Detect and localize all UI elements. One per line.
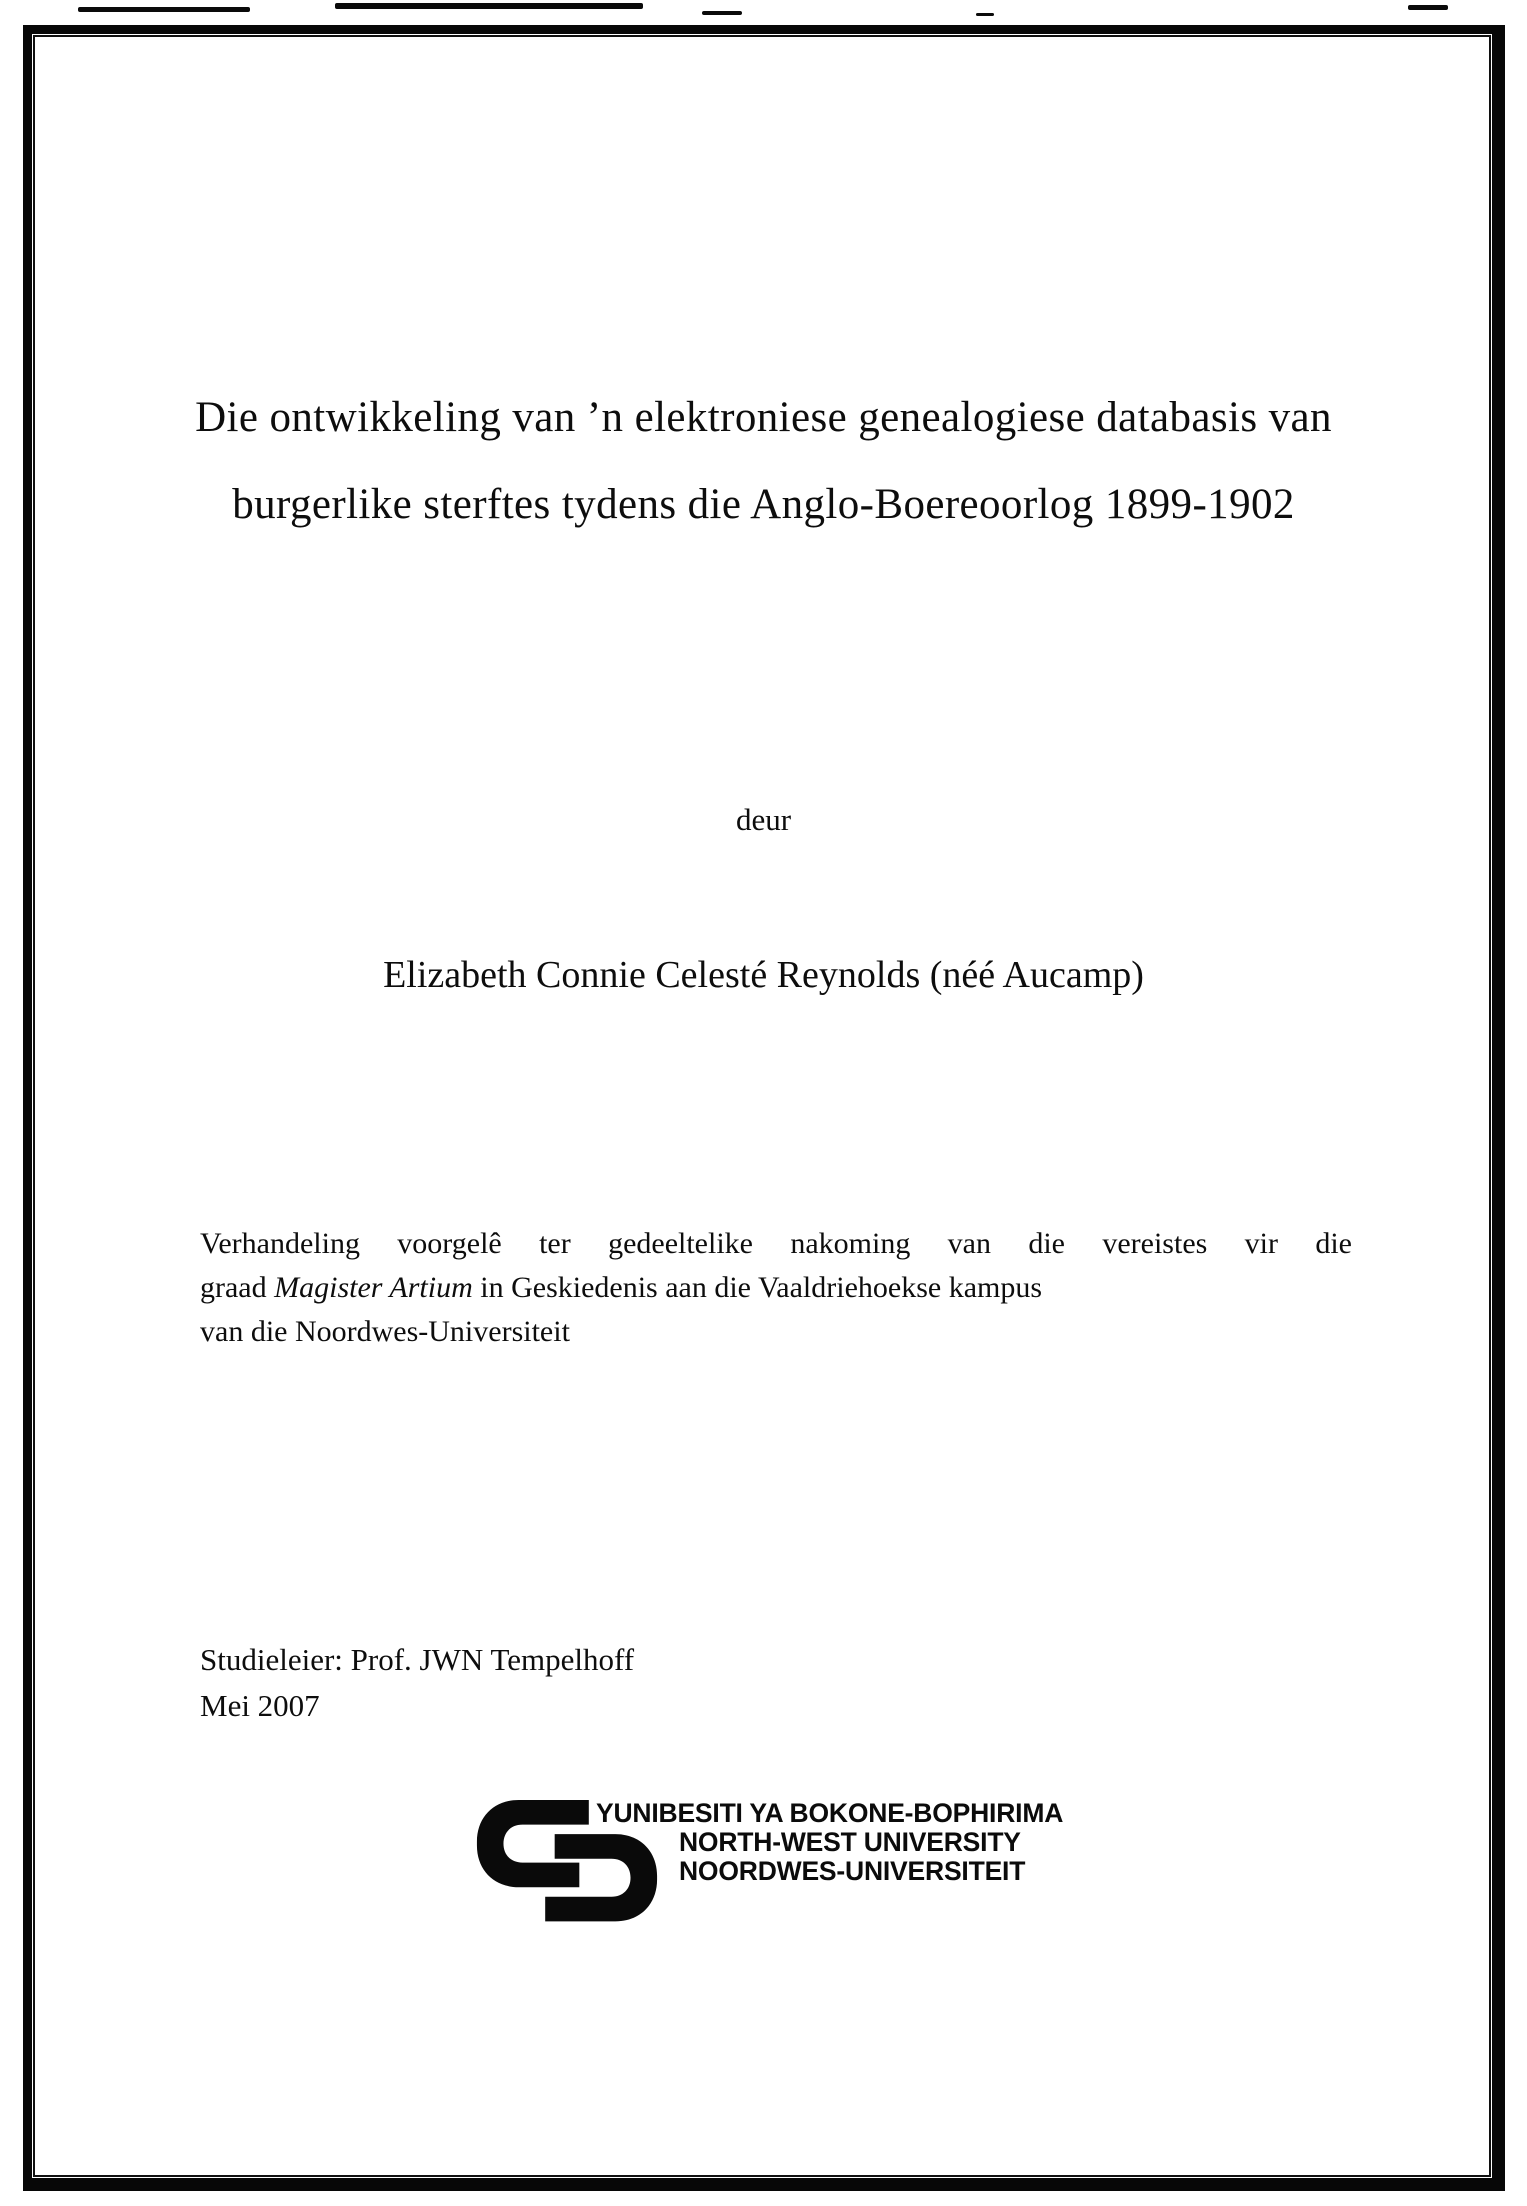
byline: deur bbox=[735, 802, 792, 837]
statement-line3: van die Noordwes-Universiteit bbox=[200, 1315, 570, 1348]
scan-artifact bbox=[335, 3, 643, 9]
author-name: Elizabeth Connie Celesté Reynolds (néé Aucamp) bbox=[383, 954, 1144, 996]
thesis-title-line2: burgerlike sterftes tydens die Anglo-Boereoorlog 1899-1902 bbox=[232, 481, 1295, 528]
statement-line2-prefix: graad bbox=[200, 1271, 267, 1304]
submission-statement bbox=[200, 1222, 1352, 1354]
logo-text-afrikaans: NOORDWES-UNIVERSITEIT bbox=[679, 1856, 1026, 1886]
scan-artifact bbox=[702, 11, 742, 15]
thesis-title-line1: Die ontwikkeling van ’n elektroniese genealogiese databasis van bbox=[195, 394, 1332, 441]
scan-artifact bbox=[78, 7, 250, 12]
supervisor-block bbox=[200, 1637, 634, 1729]
statement-line2-suffix: in Geskiedenis aan die Vaaldriehoekse kampus bbox=[480, 1271, 1043, 1304]
scan-artifact bbox=[1408, 5, 1448, 10]
scan-artifact bbox=[976, 13, 994, 16]
date-line: Mei 2007 bbox=[200, 1688, 320, 1723]
statement-line2 bbox=[200, 1266, 1352, 1310]
logo-text-english: NORTH-WEST UNIVERSITY bbox=[679, 1827, 1021, 1857]
statement-line1: Verhandeling voorgelê ter gedeeltelike nakoming van die vereistes vir die bbox=[200, 1227, 1352, 1260]
thesis-title bbox=[110, 374, 1417, 548]
degree-name: Magister Artium bbox=[274, 1271, 473, 1304]
logo-text-setswana: YUNIBESITI YA BOKONE-BOPHIRIMA bbox=[596, 1798, 1064, 1828]
supervisor-line: Studieleier: Prof. JWN Tempelhoff bbox=[200, 1642, 635, 1677]
